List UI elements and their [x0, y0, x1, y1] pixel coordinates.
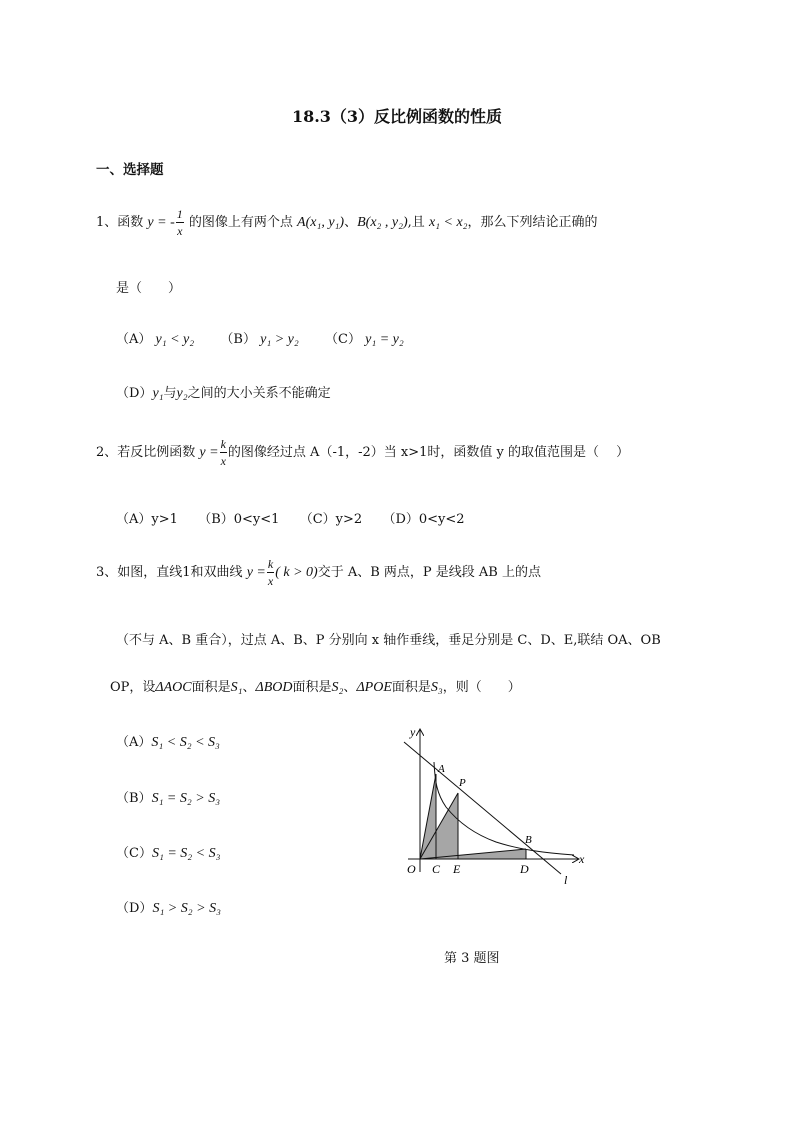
q2-opt-d: （D）0<y<2 — [382, 512, 465, 527]
q3-option-b — [116, 787, 220, 807]
q2-number: 2、若反比例函数 — [96, 445, 196, 460]
q1-text1: 的图像上有两个点 — [188, 215, 293, 230]
q3-s3: S₃ — [430, 680, 443, 695]
q1-opt-b: y₁ > y₂ — [260, 332, 299, 347]
q2-frac-num: k — [220, 437, 226, 451]
q3-opt-c-label: （C） — [116, 846, 152, 861]
q2-text: 的图像经过点 A（-1，-2）当 x>1时，函数值 y 的取值范围是（ ） — [227, 445, 630, 460]
label-y: y — [410, 725, 416, 739]
question-2 — [96, 438, 629, 467]
q1-sep: 、 — [344, 215, 358, 230]
q3-sep1: 、 — [242, 680, 256, 695]
q3-tri2: ΔBOD — [255, 680, 293, 695]
q3-opt-a: S₁ < S₂ < S₃ — [151, 735, 220, 750]
label-x: x — [579, 852, 585, 866]
q3-opt-d: S₁ > S₂ > S₃ — [152, 901, 221, 916]
question-3 — [96, 558, 541, 587]
label-p: P — [459, 777, 466, 789]
q3-condition: ( k > 0) — [275, 565, 318, 580]
q1-equation: y = - — [147, 215, 175, 230]
q1-condition: x₁ < x₂ — [428, 215, 468, 230]
q1-opt-d-y1: y₁ — [152, 386, 164, 401]
q3-opt-d-label: （D） — [116, 901, 153, 916]
q3-sep2: 、 — [343, 680, 357, 695]
q1-opt-d-y2: y₂ — [176, 386, 188, 401]
figure-caption: 第 3 题图 — [444, 951, 500, 966]
q1-options-abc — [116, 328, 404, 348]
page-title: 18.3（3）反比例函数的性质 — [291, 107, 503, 126]
q1-opt-d-text: 之间的大小关系不能确定 — [187, 386, 331, 401]
q3-opt-b-label: （B） — [116, 791, 152, 806]
label-b: B — [525, 834, 532, 846]
q2-opt-c: （C）y>2 — [299, 512, 363, 527]
q1-opt-c-label: （C） — [325, 332, 361, 347]
q1-opt-a: y₁ < y₂ — [155, 332, 195, 347]
q3-s1: S₁ — [230, 680, 243, 695]
q3-tri3: ΔPOE — [356, 680, 392, 695]
q3-opt-c: S₁ = S₂ < S₃ — [151, 846, 221, 861]
q1-number: 1、函数 — [96, 215, 144, 230]
q2-equation: y = — [199, 445, 219, 460]
q3-line2: （不与 A、B 重合），过点 A、B、P 分别向 x 轴作垂线，垂足分别是 C、D、E,联结 OA、OB — [116, 633, 661, 648]
q3-text1: 交于 A、B 两点，P 是线段 AB 上的点 — [317, 565, 541, 580]
label-c: C — [432, 862, 441, 876]
q3-area2: 面积是 — [292, 680, 332, 695]
q1-opt-c: y₁ = y₂ — [365, 332, 404, 347]
q1-frac-den: x — [177, 224, 183, 238]
q3-frac-den: x — [267, 574, 274, 588]
q3-tail: ，则（ ） — [442, 680, 521, 695]
label-a: A — [438, 763, 445, 775]
label-e: E — [453, 862, 461, 876]
question-1 — [96, 208, 598, 237]
q1-point-a: A(x₁, y₁) — [297, 215, 345, 230]
q3-area1: 面积是 — [191, 680, 231, 695]
q3-s2: S₂ — [331, 680, 344, 695]
label-l: l — [564, 873, 568, 887]
q3-option-c — [116, 842, 220, 862]
label-o: O — [407, 862, 416, 876]
q1-point-b: B(x₂ , y₂) — [357, 215, 408, 230]
q3-opt-a-label: （A） — [116, 735, 152, 750]
q2-opt-b: （B）0<y<1 — [198, 512, 280, 527]
q2-frac-den: x — [220, 454, 226, 468]
label-d: D — [520, 862, 529, 876]
q2-options — [116, 508, 465, 527]
q2-opt-a: （A）y>1 — [116, 512, 178, 527]
q1-option-d — [116, 382, 331, 402]
q3-fraction — [267, 558, 274, 587]
q1-opt-d-label: （D） — [116, 386, 153, 401]
q1-text3: ，那么下列结论正确的 — [467, 215, 598, 230]
q3-figure — [396, 722, 596, 892]
q3-area3: 面积是 — [391, 680, 431, 695]
q1-frac-num: 1 — [176, 207, 183, 221]
q1-opt-d-mid: 与 — [163, 386, 177, 401]
q1-opt-b-label: （B） — [220, 332, 256, 347]
q3-equation: y = — [246, 565, 266, 580]
q3-tri1: ΔAOC — [155, 680, 192, 695]
q1-text2: ,且 — [407, 215, 425, 230]
q3-number: 3、如图，直线1和双曲线 — [96, 565, 243, 580]
q3-line3 — [110, 676, 521, 696]
q3-option-d — [116, 897, 221, 917]
q3-option-a — [116, 731, 220, 751]
q2-fraction — [220, 438, 227, 467]
q1-fraction — [176, 208, 184, 237]
q3-opt-b: S₁ = S₂ > S₃ — [151, 791, 221, 806]
q1-line2: 是（ ） — [116, 281, 182, 296]
q3-line3-a: OP，设 — [110, 680, 156, 695]
q3-frac-num: k — [267, 557, 274, 571]
section-heading: 一、选择题 — [96, 162, 164, 178]
q1-opt-a-label: （A） — [116, 332, 152, 347]
